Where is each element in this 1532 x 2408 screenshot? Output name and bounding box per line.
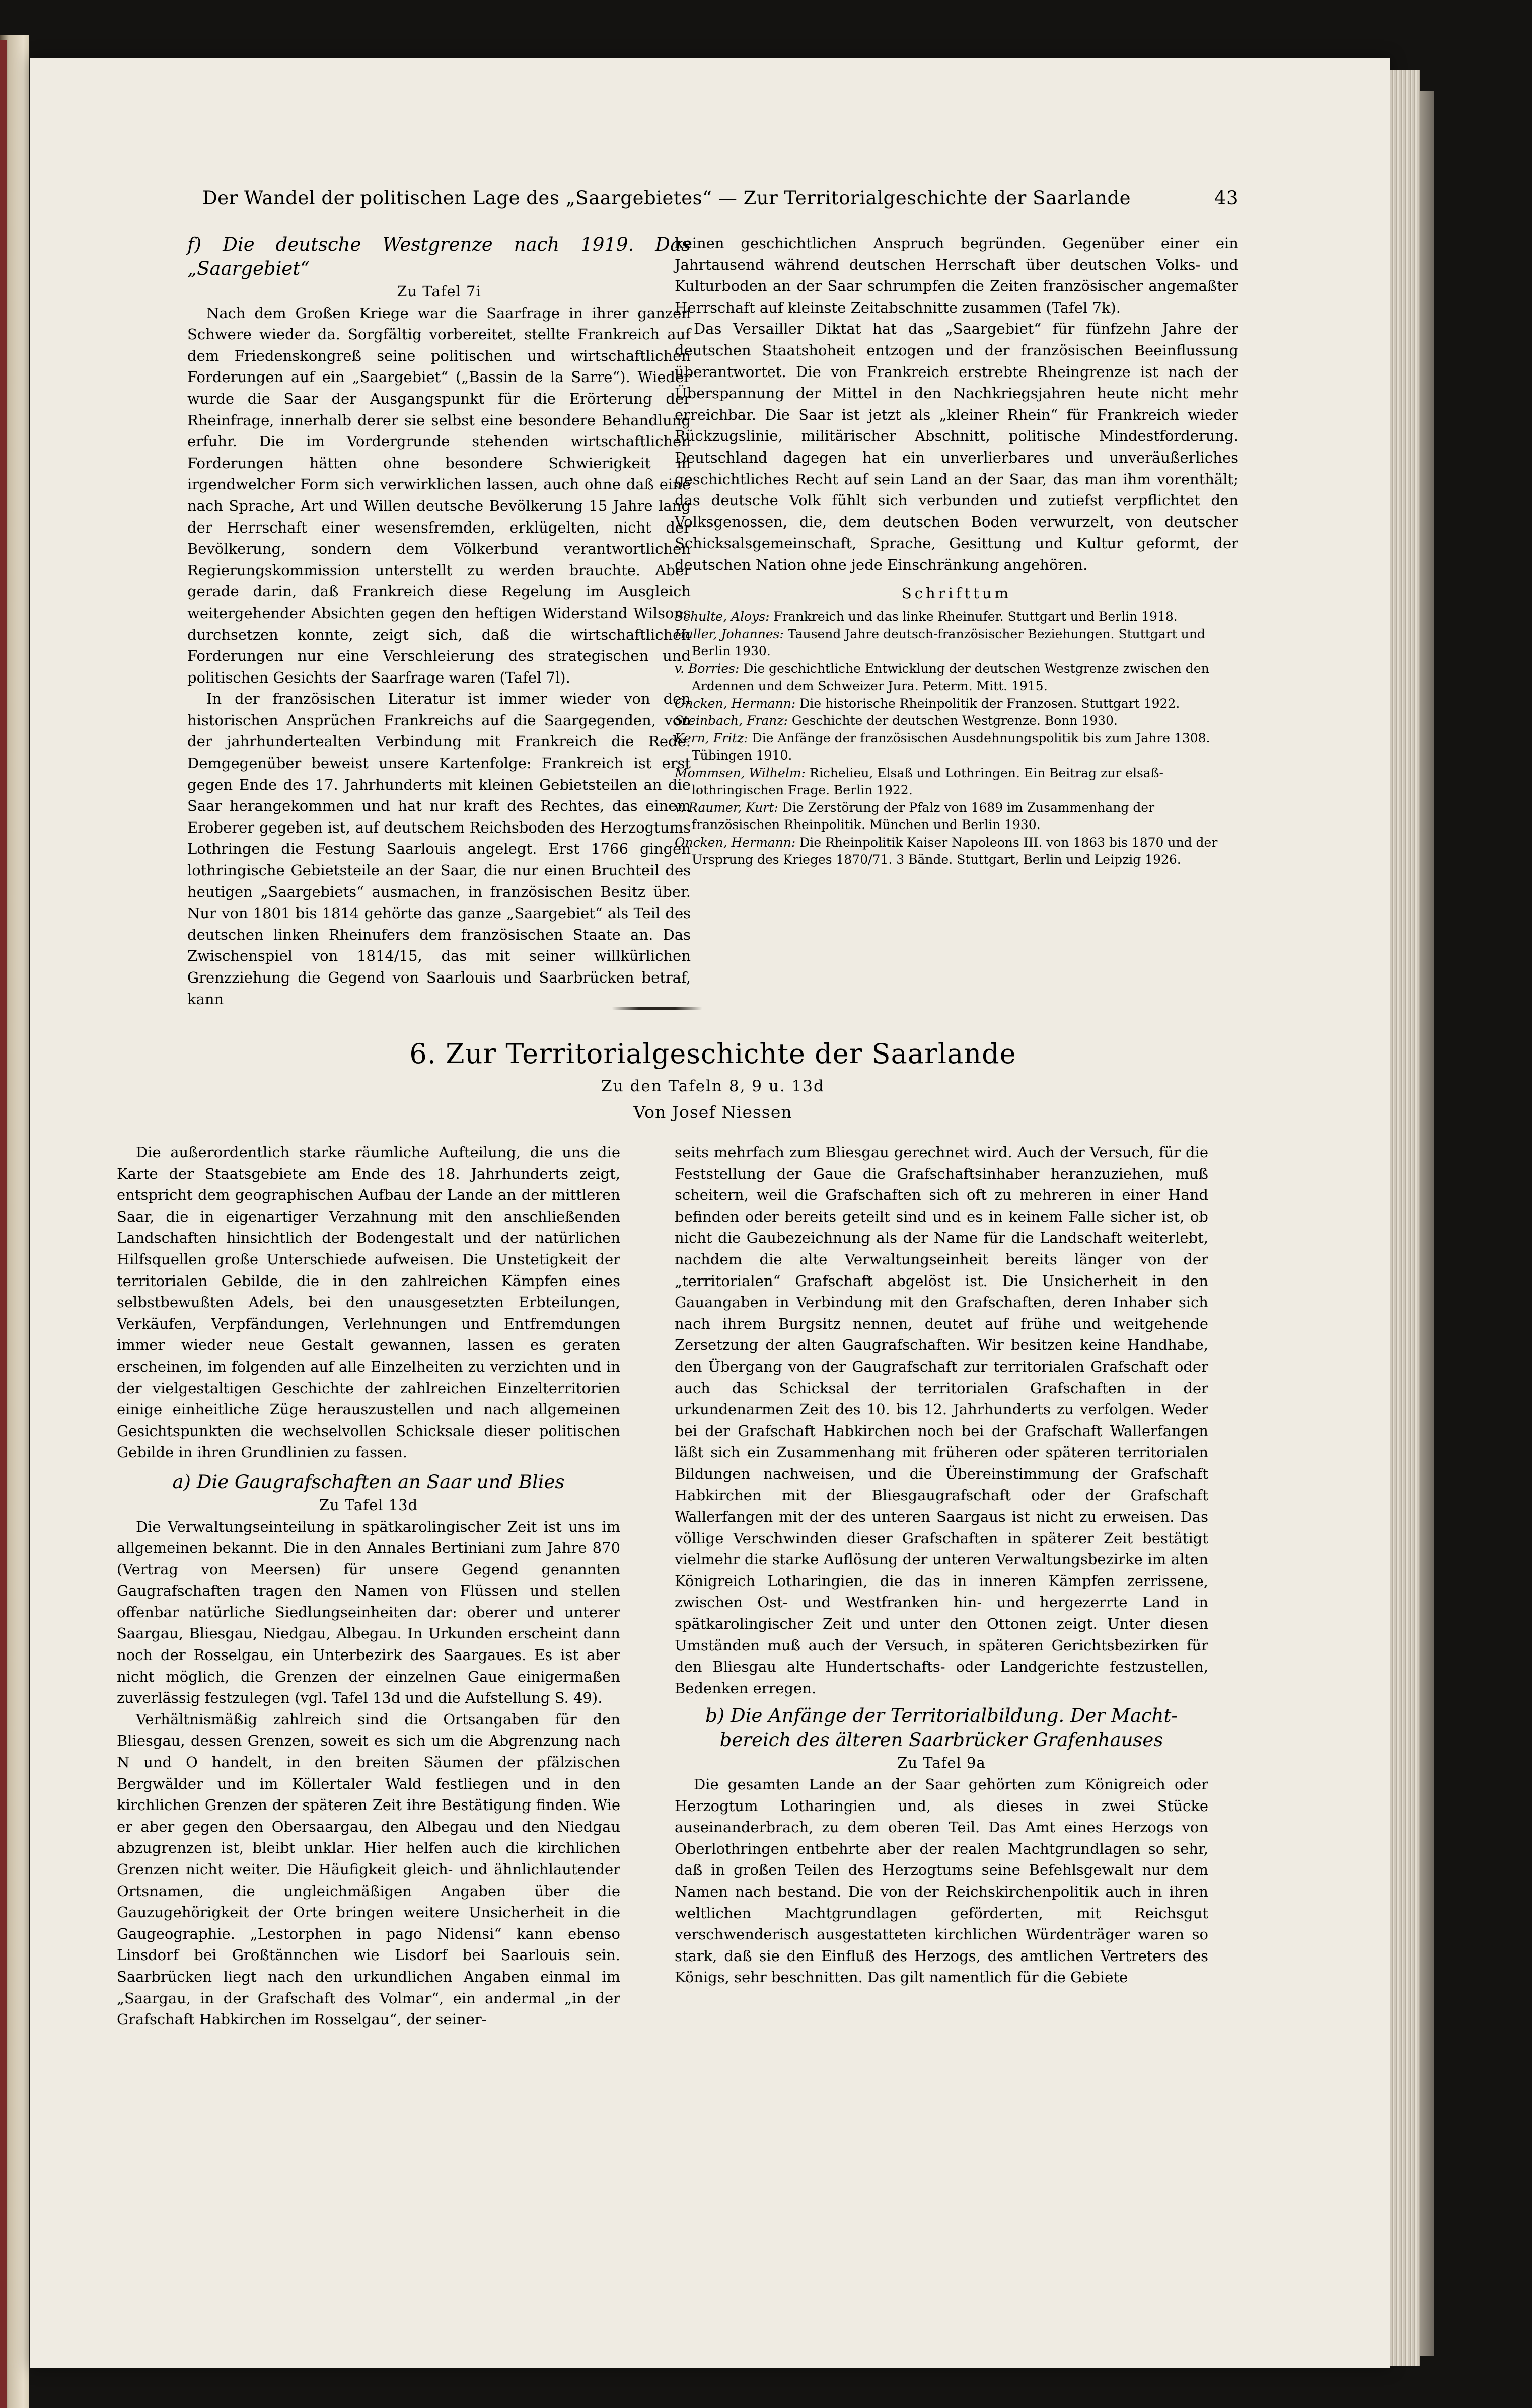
chapter-title: 6. Zur Territorialgeschichte der Saarlande [409,1038,1016,1070]
chapter-column-1 [117,1142,620,2030]
paragraph: Das Versailler Diktat hat das „Saargebiet“ für fünfzehn Jahre der deutschen Staatshoheit entzogen und der französischen Beeinflussung überantwortet. Die von Frankreich erstrebte Rheingrenze ist nach der Überspannung der Mittel in den Nachkriegsjahren heute nicht mehr erreichbar. Die Saar ist jetzt als „kleiner Rhein“ für Frankreich wieder Rückzugslinie, militärischer Abschnitt, politische Mindestforderung. Deutschland dagegen hat ein unverlierbares und unveräußerliches geschichtliches Recht auf sein Land an der Saar, das man ihm vorenthält; das deutsche Volk fühlt sich verbunden und zutiefst verpflichtet den Volksgenossen, die, dem deutschen Boden verwurzelt, von deutscher Schicksalsgemeinschaft, Sprache, Gesittung und Kultur geformt, der deutschen Nation ohne jede Einschränkung angehören. [675,320,1238,573]
literature-text: Tausend Jahre deutsch-französischer Beziehungen. Stuttgart und Berlin 1930. [692,626,1205,659]
literature-author: v. Borries: [675,661,740,676]
literature-author: Haller, Johannes: [675,626,784,641]
section-f-subheading: Zu Tafel 7i [397,283,481,300]
chapter-column-2 [675,1142,1208,1988]
literature-author: Schulte, Aloys: [675,609,770,624]
page-number: 43 [1214,187,1238,209]
chapter-author: Von Josef Niessen [633,1102,792,1122]
paragraph: Verhältnismäßig zahlreich sind die Ortsangaben für den Bliesgau, dessen Grenzen, soweit es sich um die Abgrenzung nach N und O handelt, in den breiten Säumen der pfälzischen Bergwälder und im Köllertaler Wald festliegen und in den kirchlichen Grenzen der späteren Zeit ihre Bestätigung finden. Wie er aber gegen den Obersaargau, den Albegau und den Niedgau abzugrenzen ist, bleibt unklar. Hier helfen auch die kirchlichen Grenzen nicht weiter. Die Häufigkeit gleich- und ähnlichlautender Ortsnamen, die ungleichmäßigen Angaben über die Gauzugehörigkeit der Orte bringen weitere Unsicherheit in die Gaugeographie. „Lestorphen in pago Nidensi“ kann ebenso Linsdorf bei Großtännchen wie Lisdorf bei Saarlouis sein. Saarbrücken liegt nach den urkundlichen Angaben einmal im „Saargau, in der Grafschaft des Volmar“, ein andermal „in der Grafschaft Habkirchen im Rosselgau“, der seiner- [117,1710,620,2028]
running-head [187,187,1238,212]
literature-text: Die Rheinpolitik Kaiser Napoleons III. von 1863 bis 1870 und der Ursprung des Krieges 1870/71. 3 Bände. Stuttgart, Berlin und Leipzig 1926. [692,835,1218,867]
literature-author: v. Raumer, Kurt: [675,800,778,815]
book-cover-edge [1420,91,1434,2356]
section-a-heading: a) Die Gaugrafschaften an Saar und Blies [172,1471,565,1493]
literature-entry [675,799,1238,834]
literature-entry [675,660,1238,695]
literature-entry [675,834,1238,869]
literature-entry [675,765,1238,799]
chapter-plates: Zu den Tafeln 8, 9 u. 13d [601,1077,825,1095]
paragraph: keinen geschichtlichen Anspruch begründen. Gegenüber einer ein Jahrtausend während deutschen Herrschaft über deutschen Volks- und Kulturboden an der Saar schrumpfen die Zeiten französischer angemaßter Herrschaft auf kleinste Zeitabschnitte zusammen (Tafel 7k). [675,235,1238,316]
literature-author: Kern, Fritz: [675,730,748,745]
literature-author: Steinbach, Franz: [675,713,788,728]
section-f-column-1 [187,233,691,1010]
literature-entry [675,730,1238,765]
literature-text: Die historische Rheinpolitik der Franzosen. Stuttgart 1922. [799,696,1180,711]
literature-list [675,608,1238,869]
literature-text: Die geschichtliche Entwicklung der deutschen Westgrenze zwischen den Ardennen und dem Schweizer Jura. Peterm. Mitt. 1915. [692,661,1209,694]
paragraph: Die gesamten Lande an der Saar gehörten zum Königreich oder Herzogtum Lotharingien und, als dieses in zwei Stücke auseinanderbrach, zu dem oberen Teil. Das Amt eines Herzogs von Oberlothringen entbehrte aber der realen Machtgrundlagen so sehr, daß in großen Teilen des Herzogtums seine Befehlsgewalt nur dem Namen nach bestand. Die von der Reichskirchenpolitik auch in ihren weltlichen Machtgrundlagen geförderten, mit Reichsgut verschwenderisch ausgestatteten kirchlichen Würdenträger waren so stark, daß sie den Einfluß des Herzogs, des amtlichen Vertreters des Königs, sehr beschnitten. Das gilt namentlich für die Gebiete [675,1776,1208,1986]
paragraph: Die Verwaltungseinteilung in spätkarolingischer Zeit ist uns im allgemeinen bekannt. Die in den Annales Bertiniani zum Jahre 870 (Vertrag von Meersen) für unsere Gegend genannten Gaugrafschaften tragen den Namen von Flüssen und stellen offenbar natürliche Siedlungseinheiten dar: oberer und unterer Saargau, Bliesgau, Niedgau, Albegau. In Urkunden erscheint dann noch der Rosselgau, ein Unterbezirk des Saargaues. Es ist aber nicht möglich, die Grenzen der einzelnen Gaue einigermaßen zuverlässig festzulegen (vgl. Tafel 13d und die Aufstellung S. 49). [117,1518,620,1707]
section-b-heading-line1: b) Die Anfänge der Territorialbildung. Der Macht- [705,1705,1178,1727]
section-f-column-2 [675,233,1238,869]
page-stack-edge [1390,70,1420,2366]
section-f-heading: f) Die deutsche Westgrenze nach 1919. Das „Saargebiet“ [187,234,691,279]
section-b-subheading: Zu Tafel 9a [897,1754,986,1772]
literature-heading: Schrifttum [901,584,1012,602]
book-spine [0,40,7,2408]
running-head-title: Der Wandel der politischen Lage des „Saargebietes“ — Zur Territorialgeschichte der Saarlande [202,187,1131,209]
literature-entry [675,695,1238,713]
literature-text: Richelieu, Elsaß und Lothringen. Ein Beitrag zur elsaß-lothringischen Frage. Berlin 1922. [692,765,1163,798]
paragraph: In der französischen Literatur ist immer wieder von den historischen Ansprüchen Frankreichs auf die Saargegenden, von der jahrhundertealten Verbindung mit Frankreich die Rede. Demgegenüber beweist unsere Kartenfolge: Frankreich ist erst gegen Ende des 17. Jahrhunderts mit kleinen Gebietsteilen an die Saar herangekommen und hat nur kraft des Rechtes, das einem Eroberer gegeben ist, auf deutschem Reichsboden des Herzogtums Lothringen die Festung Saarlouis angelegt. Erst 1766 gingen lothringische Gebietsteile an der Saar, die nur einen Bruchteil des heutigen „Saargebiets“ ausmachen, in französischen Besitz über. Nur von 1801 bis 1814 gehörte das ganze „Saargebiet“ als Teil des deutschen linken Rheinufers dem französischen Staate an. Das Zwischenspiel von 1814/15, das mit seiner willkürlichen Grenzziehung die Gegend von Saarlouis und Saarbrücken betraf, kann [187,690,691,1008]
literature-text: Frankreich und das linke Rheinufer. Stuttgart und Berlin 1918. [773,609,1178,624]
literature-author: Mommsen, Wilhelm: [675,765,806,780]
literature-author: Oncken, Hermann: [675,696,796,711]
paragraph: Die außerordentlich starke räumliche Aufteilung, die uns die Karte der Staatsgebiete am Ende des 18. Jahrhunderts zeigt, entspricht dem geographischen Aufbau der Lande an der mittleren Saar, die in eigenartiger Verzahnung mit den anschließenden Landschaften hinsichtlich der Bodengestalt und der natürlichen Hilfsquellen große Unterschiede aufweisen. Die Unstetigkeit der territorialen Gebilde, die in den zahlreichen Kämpfen eines selbstbewußten Adels, bei den unausgesetzten Erbteilungen, Verkäufen, Verpfändungen, Verlehnungen und Entfremdungen immer wieder neue Gestalt gewannen, lassen es geraten erscheinen, im folgenden auf alle Einzelheiten zu verzichten und in der vielgestaltigen Geschichte der zahlreichen Einzelterritorien einige einheitliche Züge herauszustellen und nach allgemeinen Gesichtspunkten die wechselvollen Schicksale dieser politischen Gebilde in ihren Grundlinien zu fassen. [117,1144,620,1461]
literature-author: Oncken, Hermann: [675,835,796,850]
section-divider [612,1007,702,1010]
paragraph: seits mehrfach zum Bliesgau gerechnet wird. Auch der Versuch, für die Feststellung der Gaue die Grafschaftsinhaber heranzuziehen, muß scheitern, weil die Grafschaften sich oft zu mehreren in einer Hand befinden oder bereits geteilt sind und es in keinem Falle sicher ist, ob nicht die Gaubezeichnung als der Name für die Landschaft weiterlebt, nachdem die alte Verwaltungseinheit bereits länger von der „territorialen“ Grafschaft abgelöst ist. Die Unsicherheit in den Gauangaben in Verbindung mit den Grafschaften, deren Inhaber sich nach ihrem Burgsitz nennen, deutet auf frühe und weitgehende Zersetzung der alten Gaugrafschaften. Wir besitzen keine Handhabe, den Übergang von der Gaugrafschaft zur territorialen Grafschaft oder auch das Schicksal der territorialen Grafschaften in der urkundenarmen Zeit des 10. bis 12. Jahrhunderts zu verfolgen. Weder bei der Grafschaft Habkirchen noch bei der Grafschaft Wallerfangen läßt sich ein Zusammenhang mit früheren oder späteren territorialen Bildungen nachweisen, und die Übereinstimmung der Grafschaft Habkirchen mit der Bliesgaugrafschaft oder der Grafschaft Wallerfangen mit der des unteren Saargaus ist nicht zu erweisen. Das völlige Verschwinden dieser Grafschaften in späterer Zeit bestätigt vielmehr die starke Auflösung der unteren Verwaltungsbezirke im alten Königreich Lotharingien, die das in inneren Kämpfen zerrissene, zwischen Ost- und Westfranken hin- und hergezerrte Land in spätkarolingischer Zeit und unter den Ottonen zeigt. Unter diesen Umständen muß auch der Versuch, in späteren Gerichtsbezirken für den Bliesgau alte Hundertschafts- oder Landgerichte festzustellen, Bedenken erregen. [675,1144,1208,1697]
literature-entry [675,626,1238,660]
section-a-subheading: Zu Tafel 13d [319,1496,418,1514]
paragraph: Nach dem Großen Kriege war die Saarfrage in ihrer ganzen Schwere wieder da. Sorgfältig vorbereitet, stellte Frankreich auf dem Friedenskongreß seine politischen und wirtschaftlichen Forderungen auf ein „Saargebiet“ („Bassin de la Sarre“). Wieder wurde die Saar der Ausgangspunkt für die Erörterung der Rheinfrage, innerhalb derer sie selbst eine besondere Behandlung erfuhr. Die im Vordergrunde stehenden wirtschaftlichen Forderungen hätten ohne besondere Schwierigkeit in irgendwelcher Form sich verwirklichen lassen, auch ohne daß eine nach Sprache, Art und Willen deutsche Bevölkerung 15 Jahre lang der Herrschaft einer wesensfremden, erklügelten, nicht der Bevölkerung, sondern dem Völkerbund verantwortlichen Regierungskommission unterstellt zu werden brauchte. Aber gerade darin, daß Frankreich diese Regelung im Ausgleich weitergehender Absichten gegen den heftigen Widerstand Wilsons durchsetzen konnte, zeigt sich, daß die wirtschaftlichen Forderungen nur eine Verschleierung des strategischen und politischen Gesichts der Saarfrage waren (Tafel 7l). [187,304,691,686]
literature-text: Die Zerstörung der Pfalz von 1689 im Zusammenhang der französischen Rheinpolitik. München und Berlin 1930. [692,800,1155,833]
literature-text: Geschichte der deutschen Westgrenze. Bonn 1930. [791,713,1118,728]
literature-entry [675,712,1238,730]
literature-entry [675,608,1238,626]
section-b-heading-line2: bereich des älteren Saarbrücker Grafenhauses [719,1729,1163,1751]
literature-text: Die Anfänge der französischen Ausdehnungspolitik bis zum Jahre 1308. Tübingen 1910. [692,730,1210,763]
